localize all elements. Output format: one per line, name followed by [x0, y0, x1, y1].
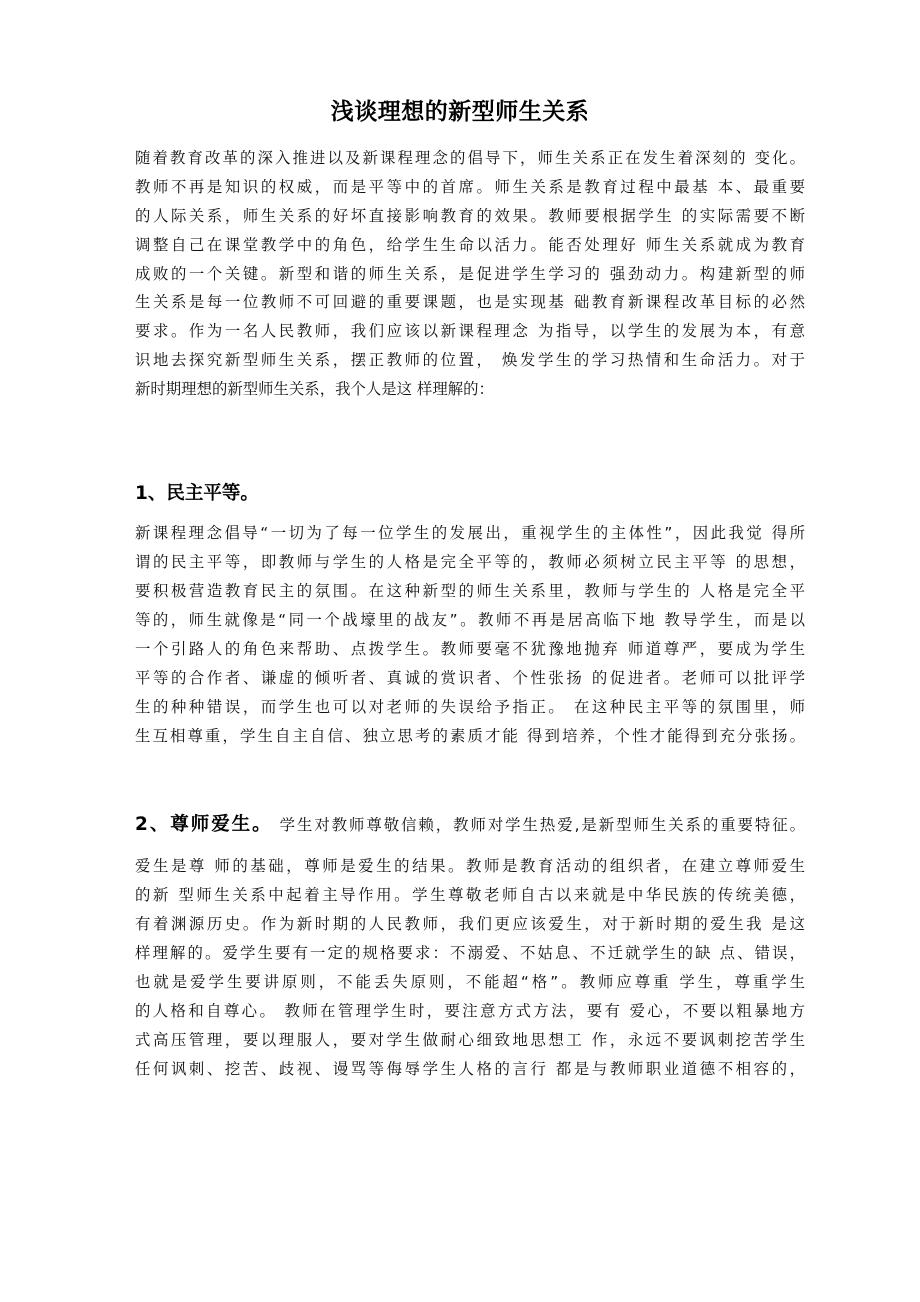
paragraph-line: 有着渊源历史。作为新时期的人民教师，我们更应该爱生，对于新时期的爱生我 是这: [135, 915, 805, 933]
paragraph-line: 爱生是尊 师的基础，尊师是爱生的结果。教师是教育活动的组织者，在建立尊师爱生: [135, 857, 805, 875]
paragraph-line: 生关系是每一位教师不可回避的重要课题，也是实现基 础教育新课程改革目标的必然: [135, 293, 805, 311]
paragraph-line: 生的种种错误，而学生也可以对老师的失误给予指正。 在这种民主平等的氛围里，师: [135, 698, 805, 716]
paragraph-line: 生互相尊重，学生自主自信、独立思考的素质才能 得到培养，个性才能得到充分张扬。: [135, 727, 805, 745]
paragraph-line: 教师不再是知识的权威，而是平等中的首席。师生关系是教育过程中最基 本、最重要: [135, 178, 805, 196]
paragraph-line: 一个引路人的角色来帮助、点拨学生。教师要毫不犹豫地抛弃 师道尊严，要成为学生: [135, 640, 805, 658]
paragraph-line: 调整自己在课堂教学中的角色，给学生生命以活力。能否处理好 师生关系就成为教育: [135, 236, 805, 254]
paragraph-line: 平等的合作者、谦虚的倾听者、真诚的赏识者、个性张扬 的促进者。老师可以批评学: [135, 669, 805, 687]
paragraph-line: 谓的民主平等，即教师与学生的人格是完全平等的，教师必须树立民主平等 的思想，: [135, 553, 805, 571]
paragraph-line: 新课程理念倡导“一切为了每一位学生的发展出，重视学生的主体性”，因此我觉 得所: [135, 524, 805, 542]
paragraph-line: 的人格和自尊心。 教师在管理学生时，要注意方式方法，要有 爱心，不要以粗暴地方: [135, 1002, 805, 1020]
paragraph-line: 任何讽刺、挖苦、歧视、谩骂等侮辱学生人格的言行 都是与教师职业道德不相容的，: [135, 1060, 805, 1078]
paragraph-line: 也就是爱学生要讲原则，不能丢失原则，不能超“格”。教师应尊重 学生，尊重学生: [135, 973, 805, 991]
document-title: 浅谈理想的新型师生关系: [330, 99, 590, 125]
paragraph-line: 的人际关系，师生关系的好坏直接影响教育的效果。教师要根据学生 的实际需要不断: [135, 207, 805, 225]
paragraph-line: 的新 型师生关系中起着主导作用。学生尊敬老师自古以来就是中华民族的传统美德，: [135, 886, 805, 904]
paragraph-line: 新时期理想的新型师生关系，我个人是这 样理解的：: [135, 380, 494, 398]
paragraph-line: 式高压管理，要以理服人，要对学生做耐心细致地思想工 作，永远不要讽刺挖苦学生: [135, 1031, 805, 1049]
section-heading: 2、尊师爱生。: [135, 814, 273, 835]
paragraph-line: 识地去探究新型师生关系，摆正教师的位置， 焕发学生的学习热情和生命活力。对于: [135, 351, 805, 369]
section-heading: 1、民主平等。: [135, 483, 259, 504]
paragraph-line: 随着教育改革的深入推进以及新课程理念的倡导下，师生关系正在发生着深刻的 变化。: [135, 149, 805, 167]
paragraph-line: 成败的一个关键。新型和谐的师生关系，是促进学生学习的 强劲动力。构建新型的师: [135, 265, 805, 283]
paragraph-line: 要求。作为一名人民教师，我们应该以新课程理念 为指导，以学生的发展为本，有意: [135, 322, 805, 340]
section2-first-line: [135, 811, 805, 839]
paragraph-line: 样理解的。爱学生要有一定的规格要求：不溺爱、不姑息、不迁就学生的缺 点、错误，: [135, 944, 805, 962]
paragraph-line: 要积极营造教育民主的氛围。在这种新型的师生关系里，教师与学生的 人格是完全平: [135, 582, 805, 600]
paragraph-text: 学生对教师尊敬信赖，教师对学生热爱,是新型师生关系的重要特征。: [279, 816, 805, 834]
paragraph-line: 等的，师生就像是“同一个战壕里的战友”。教师不再是居高临下地 教导学生，而是以: [135, 611, 805, 629]
